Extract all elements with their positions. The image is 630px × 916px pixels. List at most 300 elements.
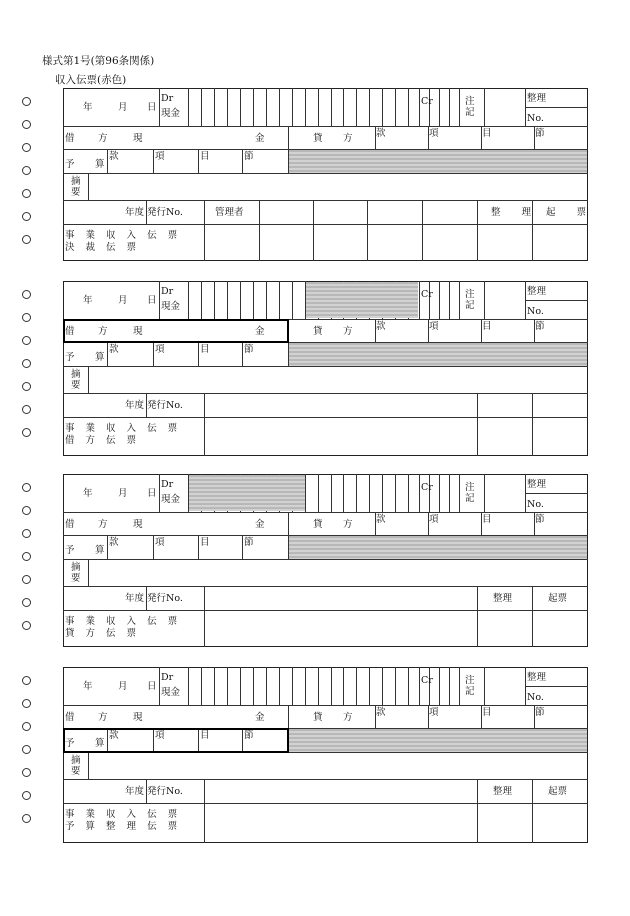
binder-hole — [22, 97, 31, 106]
binder-hole — [22, 359, 31, 368]
binder-hole — [22, 189, 31, 198]
kan-label: 款 — [376, 514, 386, 525]
binder-hole — [22, 405, 31, 414]
rule-line — [63, 512, 588, 513]
rule-line — [107, 535, 108, 559]
budget-label-1: 予 — [65, 159, 75, 170]
rule-line — [484, 667, 485, 705]
shaded-cell — [189, 475, 305, 511]
rule-line — [159, 667, 160, 705]
kan-label: 款 — [376, 128, 386, 139]
rule-line — [198, 342, 199, 366]
kihyou-footer-label: 起票 — [548, 786, 568, 797]
cash-label: 現金 — [161, 494, 181, 505]
kou-label: 項 — [155, 537, 165, 548]
rule-line — [331, 667, 332, 705]
note-label-2: 記 — [465, 493, 475, 504]
setsu-label: 節 — [244, 730, 254, 741]
rule-line — [63, 559, 588, 560]
rule-line — [242, 535, 243, 559]
rule-line — [63, 173, 588, 174]
rule-line — [356, 667, 357, 705]
binder-hole — [22, 336, 31, 345]
day-label: 日 — [147, 102, 157, 113]
rule-line — [318, 667, 319, 705]
rule-line — [240, 281, 241, 319]
credit-label-1: 貸 — [313, 133, 323, 144]
genkin-label-1: 現 — [133, 326, 143, 337]
seiri-label: 整理 — [527, 286, 547, 297]
tekiyou-label-1: 摘 — [71, 562, 81, 573]
rule-line — [288, 126, 289, 149]
note-label-2: 記 — [465, 107, 475, 118]
cash-label: 現金 — [161, 108, 181, 119]
budget-label-1: 予 — [65, 738, 75, 749]
rule-line — [356, 88, 357, 126]
form-title: 収入伝票(赤色) — [55, 74, 127, 86]
cash-label: 現金 — [161, 687, 181, 698]
binder-hole — [22, 814, 31, 823]
slip-name-line2: 決 裁 伝 票 — [65, 242, 141, 253]
hakkou-no-label: 発行No. — [147, 207, 183, 218]
kan-label: 款 — [109, 344, 119, 355]
setsu-label: 節 — [244, 537, 254, 548]
rule-line — [429, 88, 430, 126]
rule-line — [198, 149, 199, 173]
binder-hole — [22, 506, 31, 515]
dr-label: Dr — [161, 672, 174, 683]
kou-label: 項 — [155, 151, 165, 162]
rule-line — [419, 88, 420, 126]
no-label: No. — [527, 306, 544, 317]
slip-name-line1: 事 業 収 入 伝 票 — [65, 616, 182, 627]
binder-hole — [22, 483, 31, 492]
tekiyou-label-2: 要 — [71, 573, 81, 584]
moku-label: 目 — [482, 514, 492, 525]
rule-line — [439, 88, 440, 126]
rule-line — [331, 474, 332, 512]
rule-line — [242, 342, 243, 366]
kan-label: 款 — [376, 707, 386, 718]
seiri-footer-label: 整 理 — [491, 207, 541, 218]
binder-hole — [22, 699, 31, 708]
rule-line — [477, 200, 478, 261]
dr-label: Dr — [161, 286, 174, 297]
rule-line — [204, 779, 205, 843]
kou-label: 項 — [155, 730, 165, 741]
rule-line — [63, 224, 588, 225]
rule-line — [253, 88, 254, 126]
year-label: 年 — [83, 488, 93, 499]
rule-line — [227, 281, 228, 319]
binder-hole — [22, 235, 31, 244]
rule-line — [484, 88, 485, 126]
day-label: 日 — [147, 681, 157, 692]
budget-label-1: 予 — [65, 352, 75, 363]
slip-name-line2: 借 方 伝 票 — [65, 435, 141, 446]
rule-line — [63, 779, 588, 780]
rule-line — [242, 149, 243, 173]
shaded-cell — [289, 729, 587, 752]
seiri-label: 整理 — [527, 479, 547, 490]
budget-label-2: 算 — [95, 545, 105, 556]
credit-label-2: 方 — [343, 519, 353, 530]
note-label-1: 注 — [465, 675, 475, 686]
rule-line — [292, 88, 293, 126]
cr-label: Cr — [421, 96, 433, 107]
rule-line — [153, 342, 154, 366]
credit-label-2: 方 — [343, 133, 353, 144]
year-label: 年 — [83, 681, 93, 692]
debit-label-2: 方 — [98, 326, 108, 337]
debit-label-1: 借 — [65, 519, 75, 530]
rule-line — [532, 779, 533, 843]
slip-name-line1: 事 業 収 入 伝 票 — [65, 423, 182, 434]
rule-line — [240, 88, 241, 126]
day-label: 日 — [147, 488, 157, 499]
rule-line — [408, 88, 409, 126]
rule-line — [266, 281, 267, 319]
dr-label: Dr — [161, 479, 174, 490]
rule-line — [369, 88, 370, 126]
rule-line — [419, 281, 420, 319]
cr-label: Cr — [421, 289, 433, 300]
moku-label: 目 — [200, 537, 210, 548]
binder-hole — [22, 722, 31, 731]
tekiyou-label-2: 要 — [71, 766, 81, 777]
rule-line — [382, 667, 383, 705]
rule-line — [525, 686, 588, 687]
rule-line — [153, 535, 154, 559]
kan-label: 款 — [376, 321, 386, 332]
cr-label: Cr — [421, 675, 433, 686]
rule-line — [439, 667, 440, 705]
rule-line — [429, 474, 430, 512]
binder-hole — [22, 552, 31, 561]
binder-hole — [22, 120, 31, 129]
setsu-label: 節 — [244, 151, 254, 162]
rule-line — [227, 667, 228, 705]
slip-block — [43, 281, 588, 456]
rule-line — [395, 474, 396, 512]
rule-line — [107, 149, 108, 173]
month-label: 月 — [118, 102, 128, 113]
credit-label-1: 貸 — [313, 519, 323, 530]
note-label-2: 記 — [465, 686, 475, 697]
binder-hole — [22, 745, 31, 754]
debit-label-1: 借 — [65, 326, 75, 337]
hakkou-no-label: 発行No. — [147, 593, 183, 604]
rule-line — [395, 667, 396, 705]
rule-line — [204, 200, 205, 261]
shaded-cell — [306, 282, 418, 318]
kanrisha-label: 管理者 — [215, 207, 244, 218]
rule-line — [88, 173, 89, 200]
rule-line — [188, 88, 189, 126]
rule-line — [63, 200, 588, 201]
no-label: No. — [527, 113, 544, 124]
month-label: 月 — [118, 295, 128, 306]
genkin-label-2: 金 — [255, 519, 265, 530]
rule-line — [532, 393, 533, 456]
binder-hole — [22, 621, 31, 630]
rule-line — [408, 474, 409, 512]
rule-line — [279, 667, 280, 705]
kou-label: 項 — [155, 344, 165, 355]
moku-label: 目 — [200, 344, 210, 355]
credit-label-1: 貸 — [313, 712, 323, 723]
seiri-footer-label: 整理 — [493, 786, 513, 797]
rule-line — [525, 88, 526, 126]
rule-line — [343, 474, 344, 512]
kou-label: 項 — [429, 321, 439, 332]
rule-line — [214, 667, 215, 705]
rule-line — [88, 366, 89, 393]
rule-line — [204, 586, 205, 647]
setsu-label: 節 — [535, 321, 545, 332]
rule-line — [292, 667, 293, 705]
budget-label-2: 算 — [95, 352, 105, 363]
rule-line — [159, 474, 160, 512]
shaded-cell — [289, 536, 587, 559]
debit-label-1: 借 — [65, 133, 75, 144]
dr-label: Dr — [161, 93, 174, 104]
rule-line — [459, 281, 460, 319]
rule-line — [266, 667, 267, 705]
rule-line — [422, 200, 423, 261]
binder-hole — [22, 575, 31, 584]
rule-line — [227, 88, 228, 126]
budget-label-1: 予 — [65, 545, 75, 556]
no-label: No. — [527, 499, 544, 510]
rule-line — [201, 281, 202, 319]
credit-label-1: 貸 — [313, 326, 323, 337]
rule-line — [305, 474, 306, 512]
rule-line — [214, 281, 215, 319]
kan-label: 款 — [109, 537, 119, 548]
rule-line — [449, 474, 450, 512]
binder-hole — [22, 166, 31, 175]
moku-label: 目 — [200, 151, 210, 162]
note-label-2: 記 — [465, 300, 475, 311]
debit-label-1: 借 — [65, 712, 75, 723]
rule-line — [343, 667, 344, 705]
setsu-label: 節 — [535, 514, 545, 525]
rule-line — [429, 667, 430, 705]
slip-name-line2: 予 算 整 理 伝 票 — [65, 821, 182, 832]
rule-line — [188, 667, 189, 705]
note-label-1: 注 — [465, 289, 475, 300]
rule-line — [198, 535, 199, 559]
genkin-label-1: 現 — [133, 519, 143, 530]
rule-line — [313, 200, 314, 261]
seiri-label: 整理 — [527, 93, 547, 104]
rule-line — [449, 281, 450, 319]
rule-line — [525, 493, 588, 494]
rule-line — [288, 512, 289, 535]
rule-line — [369, 474, 370, 512]
debit-label-2: 方 — [98, 133, 108, 144]
rule-line — [107, 342, 108, 366]
rule-line — [88, 752, 89, 779]
rule-line — [356, 474, 357, 512]
genkin-label-1: 現 — [133, 133, 143, 144]
cash-label: 現金 — [161, 301, 181, 312]
nendo-label: 年度 — [125, 400, 145, 411]
moku-label: 目 — [200, 730, 210, 741]
rule-line — [159, 88, 160, 126]
rule-line — [419, 667, 420, 705]
year-label: 年 — [83, 102, 93, 113]
setsu-label: 節 — [535, 128, 545, 139]
rule-line — [201, 88, 202, 126]
nendo-label: 年度 — [125, 786, 145, 797]
binder-hole — [22, 676, 31, 685]
genkin-label-1: 現 — [133, 712, 143, 723]
rule-line — [279, 88, 280, 126]
rule-line — [439, 281, 440, 319]
rule-line — [305, 88, 306, 126]
rule-line — [63, 126, 588, 127]
kou-label: 項 — [429, 514, 439, 525]
seiri-footer-label: 整理 — [493, 593, 513, 604]
binder-hole — [22, 529, 31, 538]
shaded-cell — [289, 150, 587, 173]
binder-hole — [22, 212, 31, 221]
rule-line — [484, 281, 485, 319]
binder-hole — [22, 313, 31, 322]
note-label-1: 注 — [465, 482, 475, 493]
setsu-label: 節 — [535, 707, 545, 718]
rule-line — [279, 281, 280, 319]
rule-line — [367, 200, 368, 261]
rule-line — [259, 200, 260, 261]
rule-line — [240, 667, 241, 705]
rule-line — [305, 667, 306, 705]
rule-line — [63, 417, 588, 418]
rule-line — [201, 667, 202, 705]
rule-line — [63, 610, 588, 611]
nendo-label: 年度 — [125, 207, 145, 218]
highlight-box — [63, 319, 289, 343]
rule-line — [459, 88, 460, 126]
rule-line — [382, 88, 383, 126]
rule-line — [88, 559, 89, 586]
rule-line — [318, 474, 319, 512]
rule-line — [395, 88, 396, 126]
slip-block — [43, 474, 588, 647]
rule-line — [525, 281, 526, 319]
rule-line — [449, 88, 450, 126]
rule-line — [159, 281, 160, 319]
rule-line — [343, 88, 344, 126]
rule-line — [525, 474, 526, 512]
rule-line — [331, 88, 332, 126]
binder-hole — [22, 791, 31, 800]
credit-label-2: 方 — [343, 712, 353, 723]
kou-label: 項 — [429, 128, 439, 139]
binder-hole — [22, 598, 31, 607]
month-label: 月 — [118, 488, 128, 499]
debit-label-2: 方 — [98, 519, 108, 530]
genkin-label-2: 金 — [255, 133, 265, 144]
rule-line — [525, 107, 588, 108]
rule-line — [477, 393, 478, 456]
rule-line — [204, 393, 205, 456]
hakkou-no-label: 発行No. — [147, 786, 183, 797]
rule-line — [153, 149, 154, 173]
rule-line — [525, 300, 588, 301]
rule-line — [477, 779, 478, 843]
rule-line — [449, 667, 450, 705]
rule-line — [532, 586, 533, 647]
rule-line — [408, 667, 409, 705]
kihyou-footer-label: 起 票 — [546, 207, 596, 218]
rule-line — [525, 667, 526, 705]
rule-line — [63, 705, 588, 706]
rule-line — [63, 586, 588, 587]
tekiyou-label-1: 摘 — [71, 369, 81, 380]
rule-line — [369, 667, 370, 705]
rule-line — [484, 474, 485, 512]
tekiyou-label-2: 要 — [71, 380, 81, 391]
rule-line — [382, 474, 383, 512]
moku-label: 目 — [482, 128, 492, 139]
rule-line — [459, 667, 460, 705]
nendo-label: 年度 — [125, 593, 145, 604]
kan-label: 款 — [109, 151, 119, 162]
binder-hole — [22, 768, 31, 777]
moku-label: 目 — [482, 707, 492, 718]
rule-line — [188, 281, 189, 319]
day-label: 日 — [147, 295, 157, 306]
rule-line — [288, 705, 289, 728]
credit-label-2: 方 — [343, 326, 353, 337]
rule-line — [63, 803, 588, 804]
binder-hole — [22, 143, 31, 152]
rule-line — [214, 88, 215, 126]
year-label: 年 — [83, 295, 93, 306]
rule-line — [292, 281, 293, 319]
month-label: 月 — [118, 681, 128, 692]
rule-line — [63, 366, 588, 367]
rule-line — [266, 88, 267, 126]
rule-line — [477, 586, 478, 647]
kihyou-footer-label: 起票 — [548, 593, 568, 604]
rule-line — [459, 474, 460, 512]
genkin-label-2: 金 — [255, 326, 265, 337]
rule-line — [253, 667, 254, 705]
budget-label-2: 算 — [95, 159, 105, 170]
tekiyou-label-2: 要 — [71, 187, 81, 198]
rule-line — [253, 281, 254, 319]
shaded-cell — [289, 343, 587, 366]
rule-line — [63, 393, 588, 394]
rule-line — [318, 88, 319, 126]
tekiyou-label-1: 摘 — [71, 755, 81, 766]
binder-hole — [22, 290, 31, 299]
seiri-label: 整理 — [527, 672, 547, 683]
slip-name-line1: 事 業 収 入 伝 票 — [65, 809, 182, 820]
rule-line — [419, 474, 420, 512]
binder-hole — [22, 428, 31, 437]
highlight-box — [63, 728, 289, 753]
setsu-label: 節 — [244, 344, 254, 355]
moku-label: 目 — [482, 321, 492, 332]
slip-name-line2: 貸 方 伝 票 — [65, 628, 141, 639]
rule-line — [439, 474, 440, 512]
note-label-1: 注 — [465, 96, 475, 107]
